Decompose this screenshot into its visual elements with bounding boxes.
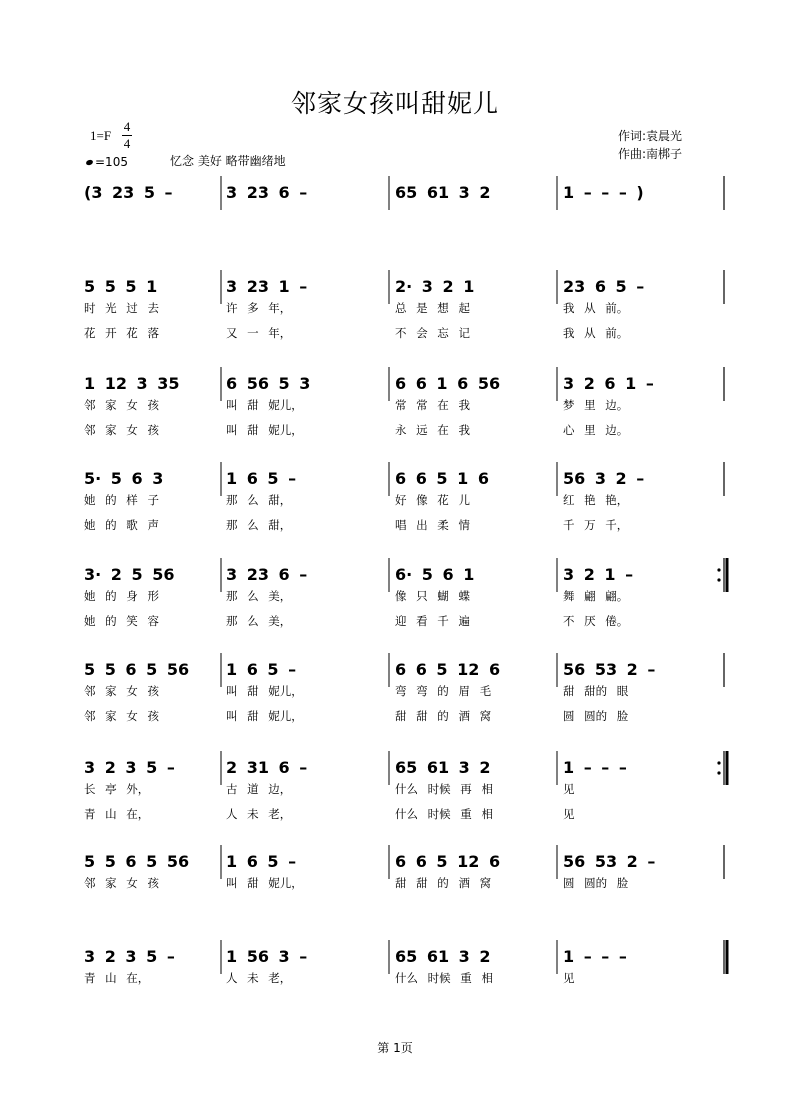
- lyric-line: 总 是 想 起: [395, 301, 470, 315]
- time-signature-bottom: 4: [123, 136, 131, 151]
- song-title: 邻家女孩叫甜妮儿: [290, 89, 499, 118]
- measure-notes: 6 56 5 3: [226, 374, 311, 393]
- lyric-line: 那 么 美，: [226, 589, 292, 603]
- measure-notes: 3 23 1 –: [226, 277, 308, 296]
- measure-notes: (3 23 5 –: [84, 183, 173, 202]
- measure-notes: 1 6 5 –: [226, 660, 297, 679]
- lyric-line: 见: [563, 807, 575, 821]
- lyric-line: 像 只 蝴 蝶: [395, 589, 470, 603]
- lyric-line: 她 的 歌 声: [84, 518, 159, 532]
- measure-notes: 56 53 2 –: [563, 852, 656, 871]
- measure-notes: 1 56 3 –: [226, 947, 308, 966]
- lyric-line: 弯 弯 的 眉 毛: [395, 684, 492, 698]
- lyric-line: 甜 甜的 眼: [563, 684, 629, 698]
- measure-notes: 3 23 6 –: [226, 183, 308, 202]
- lyric-line: 心 里 边。: [563, 423, 629, 437]
- measure-notes: 1 6 5 –: [226, 469, 297, 488]
- lyric-line: 舞 翩 翩。: [563, 589, 629, 603]
- measure-notes: 23 6 5 –: [563, 277, 645, 296]
- lyric-line: 花 开 花 落: [84, 326, 159, 340]
- measure-notes: 3 2 1 –: [563, 565, 634, 584]
- lyric-line: 叫 甜 妮儿，: [226, 398, 303, 412]
- measure-notes: 65 61 3 2: [395, 183, 491, 202]
- measure-notes: 3· 2 5 56: [84, 565, 175, 584]
- lyric-line: 她 的 笑 容: [84, 614, 159, 628]
- lyric-line: 邻 家 女 孩: [84, 423, 159, 437]
- measure-notes: 3 23 6 –: [226, 565, 308, 584]
- lyric-line: 那 么 甜，: [226, 493, 292, 507]
- lyric-line: 我 从 前。: [563, 301, 629, 315]
- measure-notes: 1 – – – ): [563, 183, 644, 202]
- lyric-line: 邻 家 女 孩: [84, 684, 159, 698]
- repeat-dot: [717, 578, 720, 581]
- measure-notes: 5· 5 6 3: [84, 469, 164, 488]
- lyric-line: 叫 甜 妮儿，: [226, 423, 303, 437]
- lyric-line: 红 艳 艳，: [563, 493, 629, 507]
- lyric-line: 唱 出 柔 情: [395, 518, 470, 532]
- tempo-value: =105: [95, 155, 128, 169]
- lyric-line: 千 万 千，: [563, 518, 629, 532]
- composer-credit: 作曲:南梆子: [618, 147, 683, 161]
- lyric-line: 见: [563, 971, 575, 985]
- measure-notes: 1 6 5 –: [226, 852, 297, 871]
- measure-notes: 6 6 5 12 6: [395, 852, 501, 871]
- lyric-line: 青 山 在，: [84, 971, 150, 985]
- lyric-line: 不 厌 倦。: [563, 614, 629, 628]
- lyric-line: 什么 时候 再 相: [395, 782, 493, 796]
- lyric-line: 叫 甜 妮儿，: [226, 684, 303, 698]
- measure-notes: 2 31 6 –: [226, 758, 308, 777]
- measure-notes: 56 3 2 –: [563, 469, 645, 488]
- lyric-line: 好 像 花 儿: [395, 493, 470, 507]
- lyric-line: 常 常 在 我: [395, 398, 470, 412]
- time-signature-top: 4: [123, 119, 131, 134]
- page-number: 第 1页: [377, 1041, 413, 1055]
- lyric-line: 什么 时候 重 相: [395, 971, 493, 985]
- lyric-line: 人 未 老，: [226, 807, 292, 821]
- measure-notes: 6· 5 6 1: [395, 565, 475, 584]
- lyricist-credit: 作词:袁晨光: [618, 129, 683, 143]
- measure-notes: 56 53 2 –: [563, 660, 656, 679]
- lyric-line: 迎 看 千 遍: [395, 614, 470, 628]
- measure-notes: 3 2 3 5 –: [84, 758, 175, 777]
- lyric-line: 甜 甜 的 酒 窝: [395, 876, 492, 890]
- lyric-line: 什么 时候 重 相: [395, 807, 493, 821]
- lyric-line: 古 道 边，: [226, 782, 292, 796]
- measure-notes: 3 2 3 5 –: [84, 947, 175, 966]
- lyric-line: 叫 甜 妮儿，: [226, 876, 303, 890]
- measure-notes: 5 5 6 5 56: [84, 660, 190, 679]
- lyric-line: 永 远 在 我: [395, 423, 470, 437]
- measure-notes: 65 61 3 2: [395, 947, 491, 966]
- lyric-line: 圆 圆的 脸: [563, 876, 629, 890]
- lyric-line: 青 山 在，: [84, 807, 150, 821]
- measure-notes: 1 12 3 35: [84, 374, 180, 393]
- lyric-line: 见: [563, 782, 575, 796]
- measure-notes: 6 6 1 6 56: [395, 374, 501, 393]
- measure-notes: 1 – – –: [563, 947, 627, 966]
- lyric-line: 邻 家 女 孩: [84, 709, 159, 723]
- lyric-line: 又 一 年，: [226, 326, 292, 340]
- lyric-line: 叫 甜 妮儿，: [226, 709, 303, 723]
- repeat-dot: [717, 568, 720, 571]
- lyric-line: 圆 圆的 脸: [563, 709, 629, 723]
- lyric-line: 邻 家 女 孩: [84, 876, 159, 890]
- repeat-dot: [717, 761, 720, 764]
- lyric-line: 甜 甜 的 酒 窝: [395, 709, 492, 723]
- key-signature: 1=F: [90, 128, 112, 143]
- lyric-line: 她 的 样 子: [84, 493, 159, 507]
- lyric-line: 梦 里 边。: [563, 398, 629, 412]
- lyric-line: 那 么 美，: [226, 614, 292, 628]
- measure-notes: 6 6 5 12 6: [395, 660, 501, 679]
- measure-notes: 6 6 5 1 6: [395, 469, 489, 488]
- lyric-line: 时 光 过 去: [84, 301, 159, 315]
- measure-notes: 1 – – –: [563, 758, 627, 777]
- lyric-line: 我 从 前。: [563, 326, 629, 340]
- lyric-line: 那 么 甜，: [226, 518, 292, 532]
- expression-mark: 忆念 美好 略带幽绪地: [170, 154, 286, 168]
- lyric-line: 许 多 年，: [226, 301, 292, 315]
- lyric-line: 人 未 老，: [226, 971, 292, 985]
- measure-notes: 5 5 5 1: [84, 277, 158, 296]
- lyric-line: 长 亭 外，: [84, 782, 150, 796]
- measure-notes: 3 2 6 1 –: [563, 374, 654, 393]
- measure-notes: 2· 3 2 1: [395, 277, 475, 296]
- lyric-line: 邻 家 女 孩: [84, 398, 159, 412]
- lyric-line: 她 的 身 形: [84, 589, 159, 603]
- lyric-line: 不 会 忘 记: [395, 326, 470, 340]
- measure-notes: 65 61 3 2: [395, 758, 491, 777]
- repeat-dot: [717, 771, 720, 774]
- measure-notes: 5 5 6 5 56: [84, 852, 190, 871]
